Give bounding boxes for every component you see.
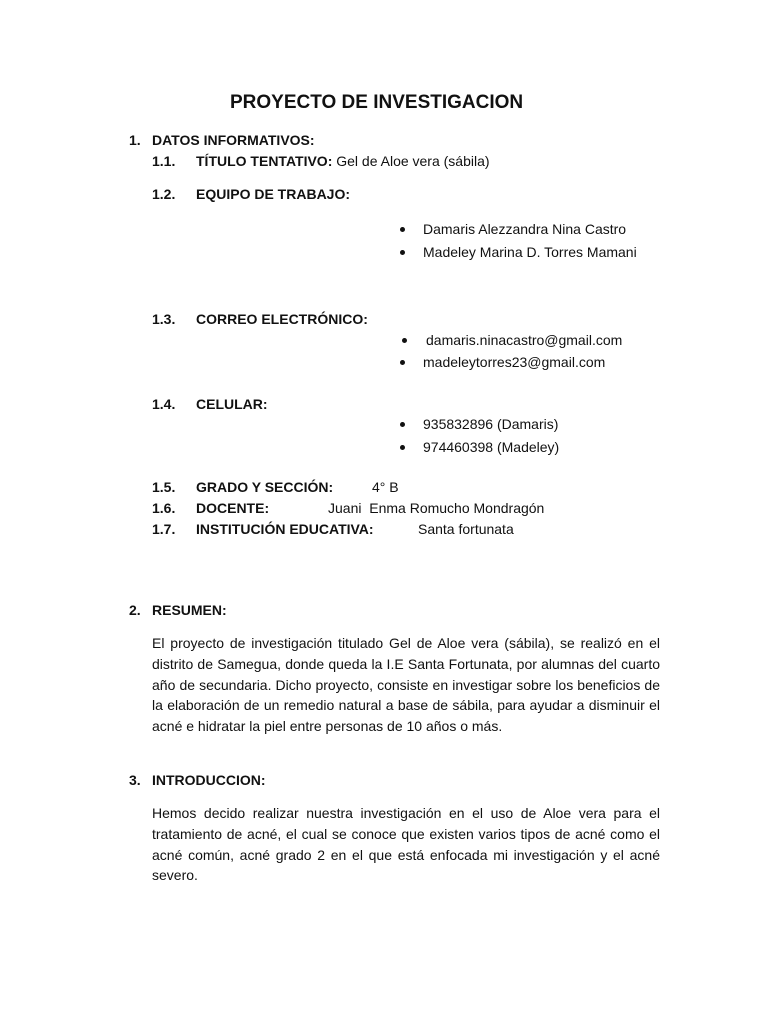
grado-value: 4° B (372, 479, 399, 495)
bullet-icon (400, 227, 405, 232)
titulo-label: TÍTULO TENTATIVO: (196, 153, 333, 169)
bullet-icon (400, 422, 405, 427)
section-3-number: 3. (129, 772, 141, 788)
item-1-5-number: 1.5. (152, 479, 176, 495)
item-1-2-number: 1.2. (152, 186, 176, 202)
team-member: Madeley Marina D. Torres Mamani (423, 244, 637, 260)
institucion-label: INSTITUCIÓN EDUCATIVA: (196, 521, 374, 537)
section-1-heading: DATOS INFORMATIVOS: (152, 132, 315, 148)
item-1-1-row (196, 152, 490, 170)
equipo-label: EQUIPO DE TRABAJO: (196, 186, 351, 202)
email: damaris.ninacastro@gmail.com (426, 332, 623, 348)
item-1-1-number: 1.1. (152, 153, 176, 169)
item-1-4-number: 1.4. (152, 396, 176, 412)
section-1-number: 1. (129, 132, 141, 148)
docente-value: Juani Enma Romucho Mondragón (328, 500, 545, 516)
correo-label: CORREO ELECTRÓNICO: (196, 311, 368, 327)
titulo-value: Gel de Aloe vera (sábila) (336, 153, 490, 169)
institucion-value: Santa fortunata (418, 521, 514, 537)
section-3-heading: INTRODUCCION: (152, 772, 266, 788)
bullet-icon (400, 250, 405, 255)
phone: 935832896 (Damaris) (423, 416, 559, 432)
bullet-icon (400, 360, 405, 365)
section-2-heading: RESUMEN: (152, 602, 227, 618)
team-member: Damaris Alezzandra Nina Castro (423, 221, 627, 237)
celular-label: CELULAR: (196, 396, 268, 412)
resumen-paragraph: El proyecto de investigación titulado Gel de Aloe vera (sábila), se realizó en el distrito de Samegua, donde queda la I.E Santa Fortunata, por alumnas del cuarto año de secundaria. Dicho proyecto, consiste en investigar sobre los beneficios de la elaboración de un remedio natural a base de sábila, para ayudar a disminuir el acné e hidratar la piel entre personas de 10 años o más. (152, 635, 660, 735)
item-1-3-number: 1.3. (152, 311, 176, 327)
docente-label: DOCENTE: (196, 500, 270, 516)
document-title: PROYECTO DE INVESTIGACION (230, 92, 524, 113)
grado-label: GRADO Y SECCIÓN: (196, 479, 334, 495)
phone: 974460398 (Madeley) (423, 439, 560, 455)
bullet-icon (402, 338, 407, 343)
section-2-number: 2. (129, 602, 141, 618)
item-1-7-number: 1.7. (152, 521, 176, 537)
bullet-icon (400, 445, 405, 450)
item-1-6-number: 1.6. (152, 500, 176, 516)
introduccion-paragraph: Hemos decido realizar nuestra investigación en el uso de Aloe vera para el tratamiento de acné, el cual se conoce que existen varios tipos de acné como el acné común, acné grado 2 en el que está enfocada mi investigación y el acné severo. (152, 805, 660, 884)
email: madeleytorres23@gmail.com (423, 354, 606, 370)
